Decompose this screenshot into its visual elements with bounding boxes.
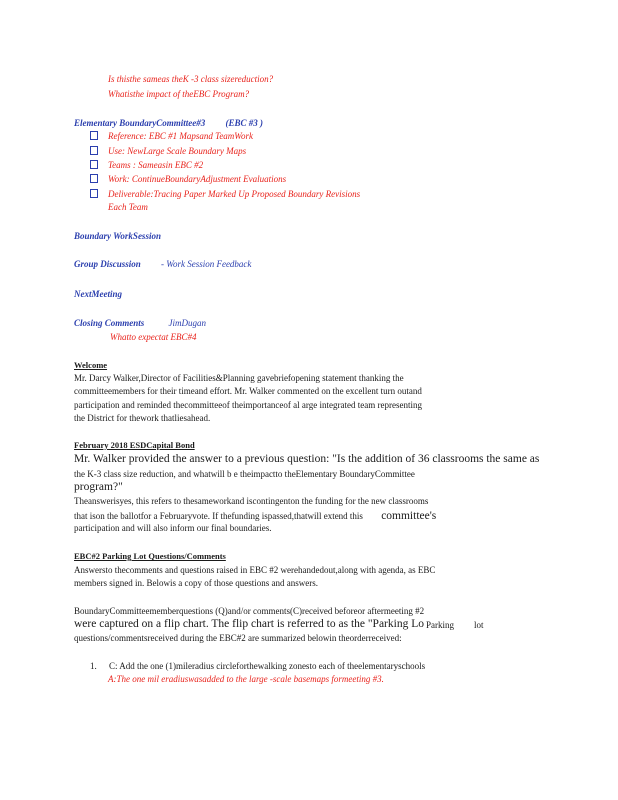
welcome-line-1: Mr. Darcy Walker,Director of Facilities&Planning gavebriefopening statement thanking the: [74, 373, 404, 383]
group-discussion-detail: - Work Session Feedback: [161, 259, 252, 269]
welcome-line-2: committeemembers for their timeand effort. Mr. Walker commented on the excellent turn outand: [74, 386, 422, 396]
bond-line-6: participation and will also inform our final boundaries.: [74, 523, 272, 533]
checkbox-bullet-icon: [90, 160, 98, 169]
list-item: [90, 661, 425, 672]
elementary-heading-text: Elementary BoundaryCommittee#3: [74, 118, 206, 128]
agenda-item-text: Reference: EBC #1 Mapsand TeamWork: [108, 131, 253, 141]
agenda-item-use: [90, 146, 246, 157]
list-item-number: 1.: [90, 661, 97, 671]
next-meeting: NextMeeting: [74, 289, 122, 299]
questions-line-3: questions/commentsreceived during the EBC#2 are summarized belowin theorderreceived:: [74, 633, 402, 643]
questions-line-2-lot: lot: [474, 620, 484, 630]
closing-name: JimDugan: [168, 318, 207, 328]
list-item-comment: C: Add the one (1)mileradius circleforthewalking zonesto each of theelementaryschools: [109, 661, 426, 671]
questions-line-2-overlap: Parking: [426, 620, 454, 630]
closing-label: Closing Comments: [74, 318, 145, 328]
welcome-heading: Welcome: [74, 360, 108, 370]
checkbox-bullet-icon: [90, 189, 98, 198]
elementary-ebc-label: (EBC #3 ): [225, 118, 264, 128]
bond-heading: February 2018 ESDCapital Bond: [74, 440, 195, 450]
agenda-item-deliverable: [90, 189, 360, 200]
closing-row: [74, 318, 206, 329]
elementary-heading: [74, 118, 263, 129]
checkbox-bullet-icon: [90, 146, 98, 155]
questions-line-1: BoundaryCommitteememberquestions (Q)and/or comments(C)received beforeor aftermeeting #2: [74, 606, 425, 616]
checkbox-bullet-icon: [90, 174, 98, 183]
bond-line-5-text: that ison the ballotfor a Februaryvote. If thefunding ispassed,thatwill extend this: [74, 511, 363, 521]
agenda-item-text: Teams : Sameasin EBC #2: [108, 160, 204, 170]
bond-line-5: [74, 510, 436, 523]
agenda-item-work: [90, 174, 286, 185]
bond-line-4: Theanswerisyes, this refers to thesameworkand iscontingenton the funding for the new classrooms: [74, 496, 429, 506]
agenda-question-1: Is thisthe sameas theK -3 class sizereduction?: [108, 74, 274, 84]
agenda-item-text: Deliverable:Tracing Paper Marked Up Proposed Boundary Revisions: [108, 189, 361, 199]
parking-line-1: Answersto thecomments and questions raised in EBC #2 werehandedout,along with agenda, as EBC: [74, 565, 436, 575]
welcome-line-4: the District for thework thatliesahead.: [74, 413, 211, 423]
bond-line-2: the K-3 class size reduction, and whatwill b e theimpactto theElementary BoundaryCommittee: [74, 469, 415, 479]
boundary-work-session: Boundary WorkSession: [74, 231, 161, 241]
parking-heading: EBC#2 Parking Lot Questions/Comments: [74, 551, 226, 561]
agenda-each-team: Each Team: [108, 202, 148, 212]
group-discussion-label: Group Discussion: [74, 259, 141, 269]
list-item-answer: A:The one mil eradiuswasadded to the large -scale basemaps formeeting #3.: [108, 674, 384, 684]
parking-line-2: members signed in. Belowis a copy of those questions and answers.: [74, 578, 318, 588]
agenda-item-text: Work: ContinueBoundaryAdjustment Evaluations: [108, 174, 287, 184]
group-discussion-row: [74, 259, 251, 270]
agenda-item-teams: [90, 160, 203, 171]
questions-line-2: were captured on a flip chart. The flip chart is referred to as the "Parking Lo: [74, 618, 424, 630]
agenda-item-text: Use: NewLarge Scale Boundary Maps: [108, 146, 247, 156]
closing-sub: Whatto expectat EBC#4: [110, 332, 197, 342]
bond-line-1: Mr. Walker provided the answer to a previous question: "Is the addition of 36 classrooms the same as: [74, 453, 540, 465]
bond-line-5-committee: committee's: [381, 510, 437, 522]
agenda-question-2: Whatisthe impact of theEBC Program?: [108, 89, 250, 99]
agenda-item-reference: [90, 131, 253, 142]
checkbox-bullet-icon: [90, 131, 98, 140]
bond-line-3: program?": [74, 481, 123, 493]
welcome-line-3: participation and reminded thecommitteeof theimportanceof al arge integrated team representing: [74, 400, 422, 410]
